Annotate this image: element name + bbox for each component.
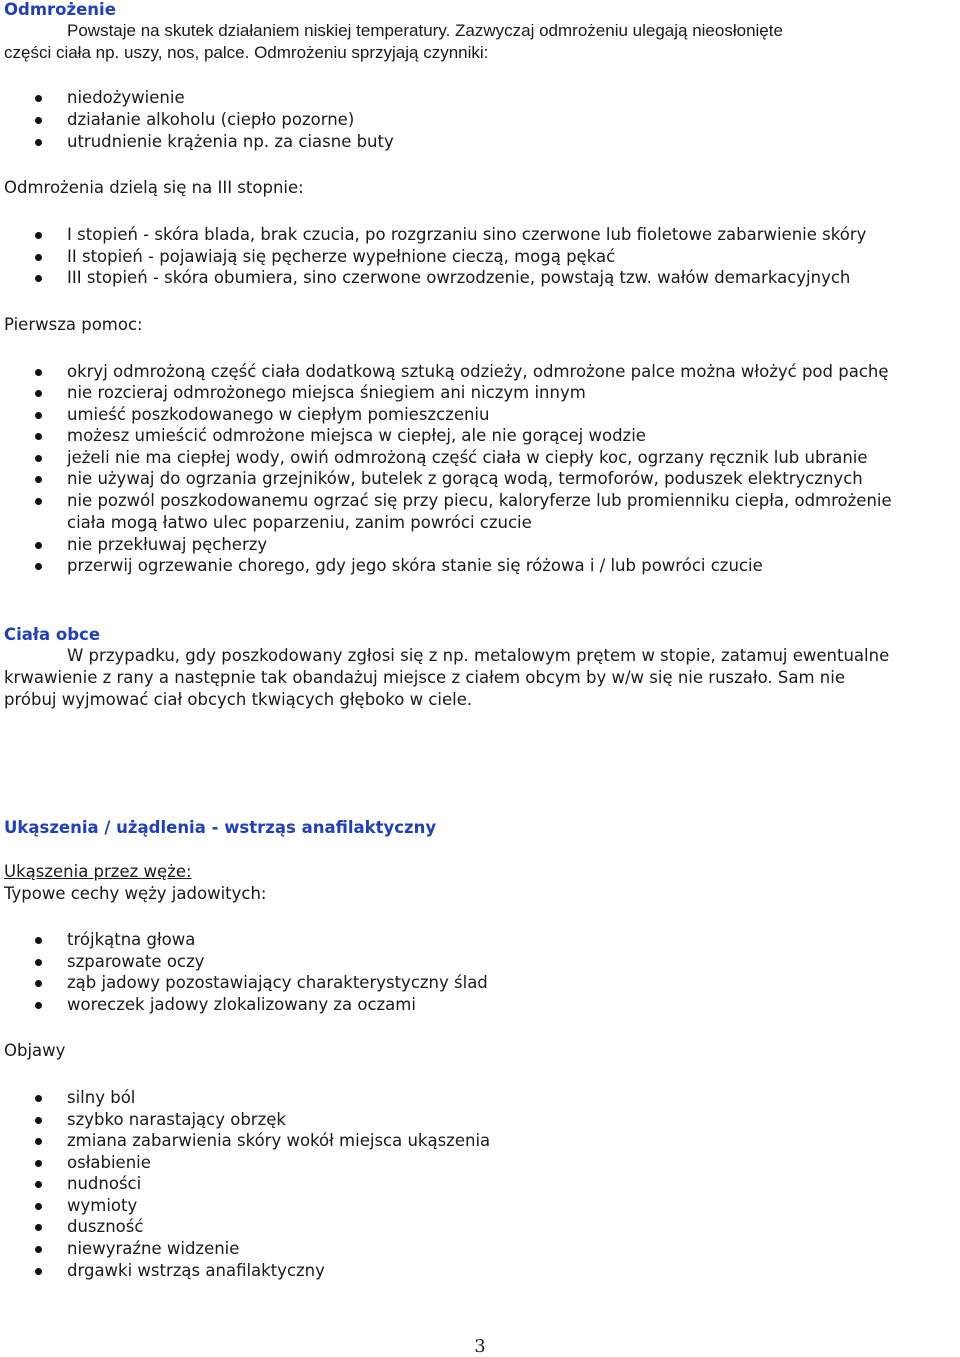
bullet-icon xyxy=(35,275,42,282)
ciala-obce-line-2: krwawienie z rany a następnie tak obandażuj miejsce z ciałem obcym by w/w się nie ruszało. Sam nie xyxy=(4,668,845,687)
bullet-icon xyxy=(35,1181,42,1188)
bullet-icon xyxy=(35,1224,42,1231)
list-item: niewyraźne widzenie xyxy=(0,1239,960,1261)
bullet-icon xyxy=(35,1203,42,1210)
list-item: nie przekłuwaj pęcherzy xyxy=(0,535,960,557)
list-item: trójkątna głowa xyxy=(0,930,960,952)
bullet-icon xyxy=(35,117,42,124)
bullet-icon xyxy=(35,1117,42,1124)
bullet-icon xyxy=(35,254,42,261)
list-item: umieść poszkodowanego w ciepłym pomieszczeniu xyxy=(0,405,960,427)
list-item: możesz umieścić odmrożone miejsca w ciepłej, ale nie gorącej wodzie xyxy=(0,426,960,448)
list-item: wymioty xyxy=(0,1196,960,1218)
intro-line-2: części ciała np. uszy, nos, palce. Odmrożeniu sprzyjają czynniki: xyxy=(4,43,489,62)
bullet-icon xyxy=(35,232,42,239)
section-title-ukaszenia: Ukąszenia / użądlenia - wstrząs anafilaktyczny xyxy=(4,818,437,837)
list-item: III stopień - skóra obumiera, sino czerwone owrzodzenie, powstają tzw. wałów demarkacyjnych xyxy=(0,268,960,290)
bullet-icon xyxy=(35,390,42,397)
bullet-icon xyxy=(35,455,42,462)
list-item: nie używaj do ogrzania grzejników, butelek z gorącą wodą, termoforów, poduszek elektrycznych xyxy=(0,469,960,491)
bullet-icon xyxy=(35,476,42,483)
section-title-odmrozenie: Odmrożenie xyxy=(4,0,116,19)
list-item: silny ból xyxy=(0,1088,960,1110)
bullet-icon xyxy=(35,959,42,966)
ciala-obce-line-1: W przypadku, gdy poszkodowany zgłosi się z np. metalowym prętem w stopie, zatamuj ewentualne xyxy=(67,646,890,665)
bullet-icon xyxy=(35,1095,42,1102)
list-item: II stopień - pojawiają się pęcherze wypełnione cieczą, mogą pękać xyxy=(0,247,960,269)
bullet-icon xyxy=(35,563,42,570)
bullet-icon xyxy=(35,412,42,419)
list-item: jeżeli nie ma ciepłej wody, owiń odmrożoną część ciała w ciepły koc, ogrzany ręcznik lub ubranie xyxy=(0,448,960,470)
list-item: nudności xyxy=(0,1174,960,1196)
degrees-intro: Odmrożenia dzielą się na III stopnie: xyxy=(4,178,304,197)
list-item: I stopień - skóra blada, brak czucia, po rozgrzaniu sino czerwone lub fioletowe zabarwienie skóry xyxy=(0,225,960,247)
ciala-obce-line-3: próbuj wyjmować ciał obcych tkwiących głęboko w ciele. xyxy=(4,690,473,709)
list-item: szybko narastający obrzęk xyxy=(0,1110,960,1132)
intro-line-1: Powstaje na skutek działaniem niskiej temperatury. Zazwyczaj odmrożeniu ulegają nieosłonięte xyxy=(67,21,783,40)
list-item: szparowate oczy xyxy=(0,952,960,974)
list-item: działanie alkoholu (ciepło pozorne) xyxy=(0,110,960,132)
subsection-title-weze: Ukąszenia przez węże: xyxy=(4,862,192,881)
bullet-icon xyxy=(35,980,42,987)
bullet-icon xyxy=(35,95,42,102)
bullet-icon xyxy=(35,542,42,549)
list-item: woreczek jadowy zlokalizowany za oczami xyxy=(0,995,960,1017)
list-item: przerwij ogrzewanie chorego, gdy jego skóra stanie się różowa i / lub powróci czucie xyxy=(0,556,960,578)
bullet-icon xyxy=(35,433,42,440)
bullet-icon xyxy=(35,1138,42,1145)
features-intro: Typowe cechy węży jadowitych: xyxy=(4,884,267,903)
bullet-icon xyxy=(35,1002,42,1009)
list-item: zmiana zabarwienia skóry wokół miejsca ukąszenia xyxy=(0,1131,960,1153)
bullet-icon xyxy=(35,139,42,146)
first-aid-label: Pierwsza pomoc: xyxy=(4,315,143,334)
list-item: drgawki wstrząs anafilaktyczny xyxy=(0,1261,960,1283)
bullet-icon xyxy=(35,1160,42,1167)
list-item: okryj odmrożoną część ciała dodatkową sztuką odzieży, odmrożone palce można włożyć pod pachę xyxy=(0,362,960,384)
list-item: ząb jadowy pozostawiający charakterystyczny ślad xyxy=(0,973,960,995)
section-title-ciala-obce: Ciała obce xyxy=(4,625,101,644)
list-item: niedożywienie xyxy=(0,88,960,110)
list-item: osłabienie xyxy=(0,1153,960,1175)
bullet-icon xyxy=(35,1268,42,1275)
bullet-icon xyxy=(35,369,42,376)
bullet-icon xyxy=(35,498,42,505)
list-item: utrudnienie krążenia np. za ciasne buty xyxy=(0,132,960,154)
page-number: 3 xyxy=(474,1336,486,1357)
symptoms-label: Objawy xyxy=(4,1041,66,1060)
list-item-continuation: ciała mogą łatwo ulec poparzeniu, zanim powróci czucie xyxy=(67,513,532,532)
list-item: duszność xyxy=(0,1217,960,1239)
bullet-icon xyxy=(35,937,42,944)
bullet-icon xyxy=(35,1246,42,1253)
list-item: nie rozcieraj odmrożonego miejsca śniegiem ani niczym innym xyxy=(0,383,960,405)
list-item: nie pozwól poszkodowanemu ogrzać się przy piecu, kaloryferze lub promienniku ciepła, odmrożenie xyxy=(0,491,960,513)
